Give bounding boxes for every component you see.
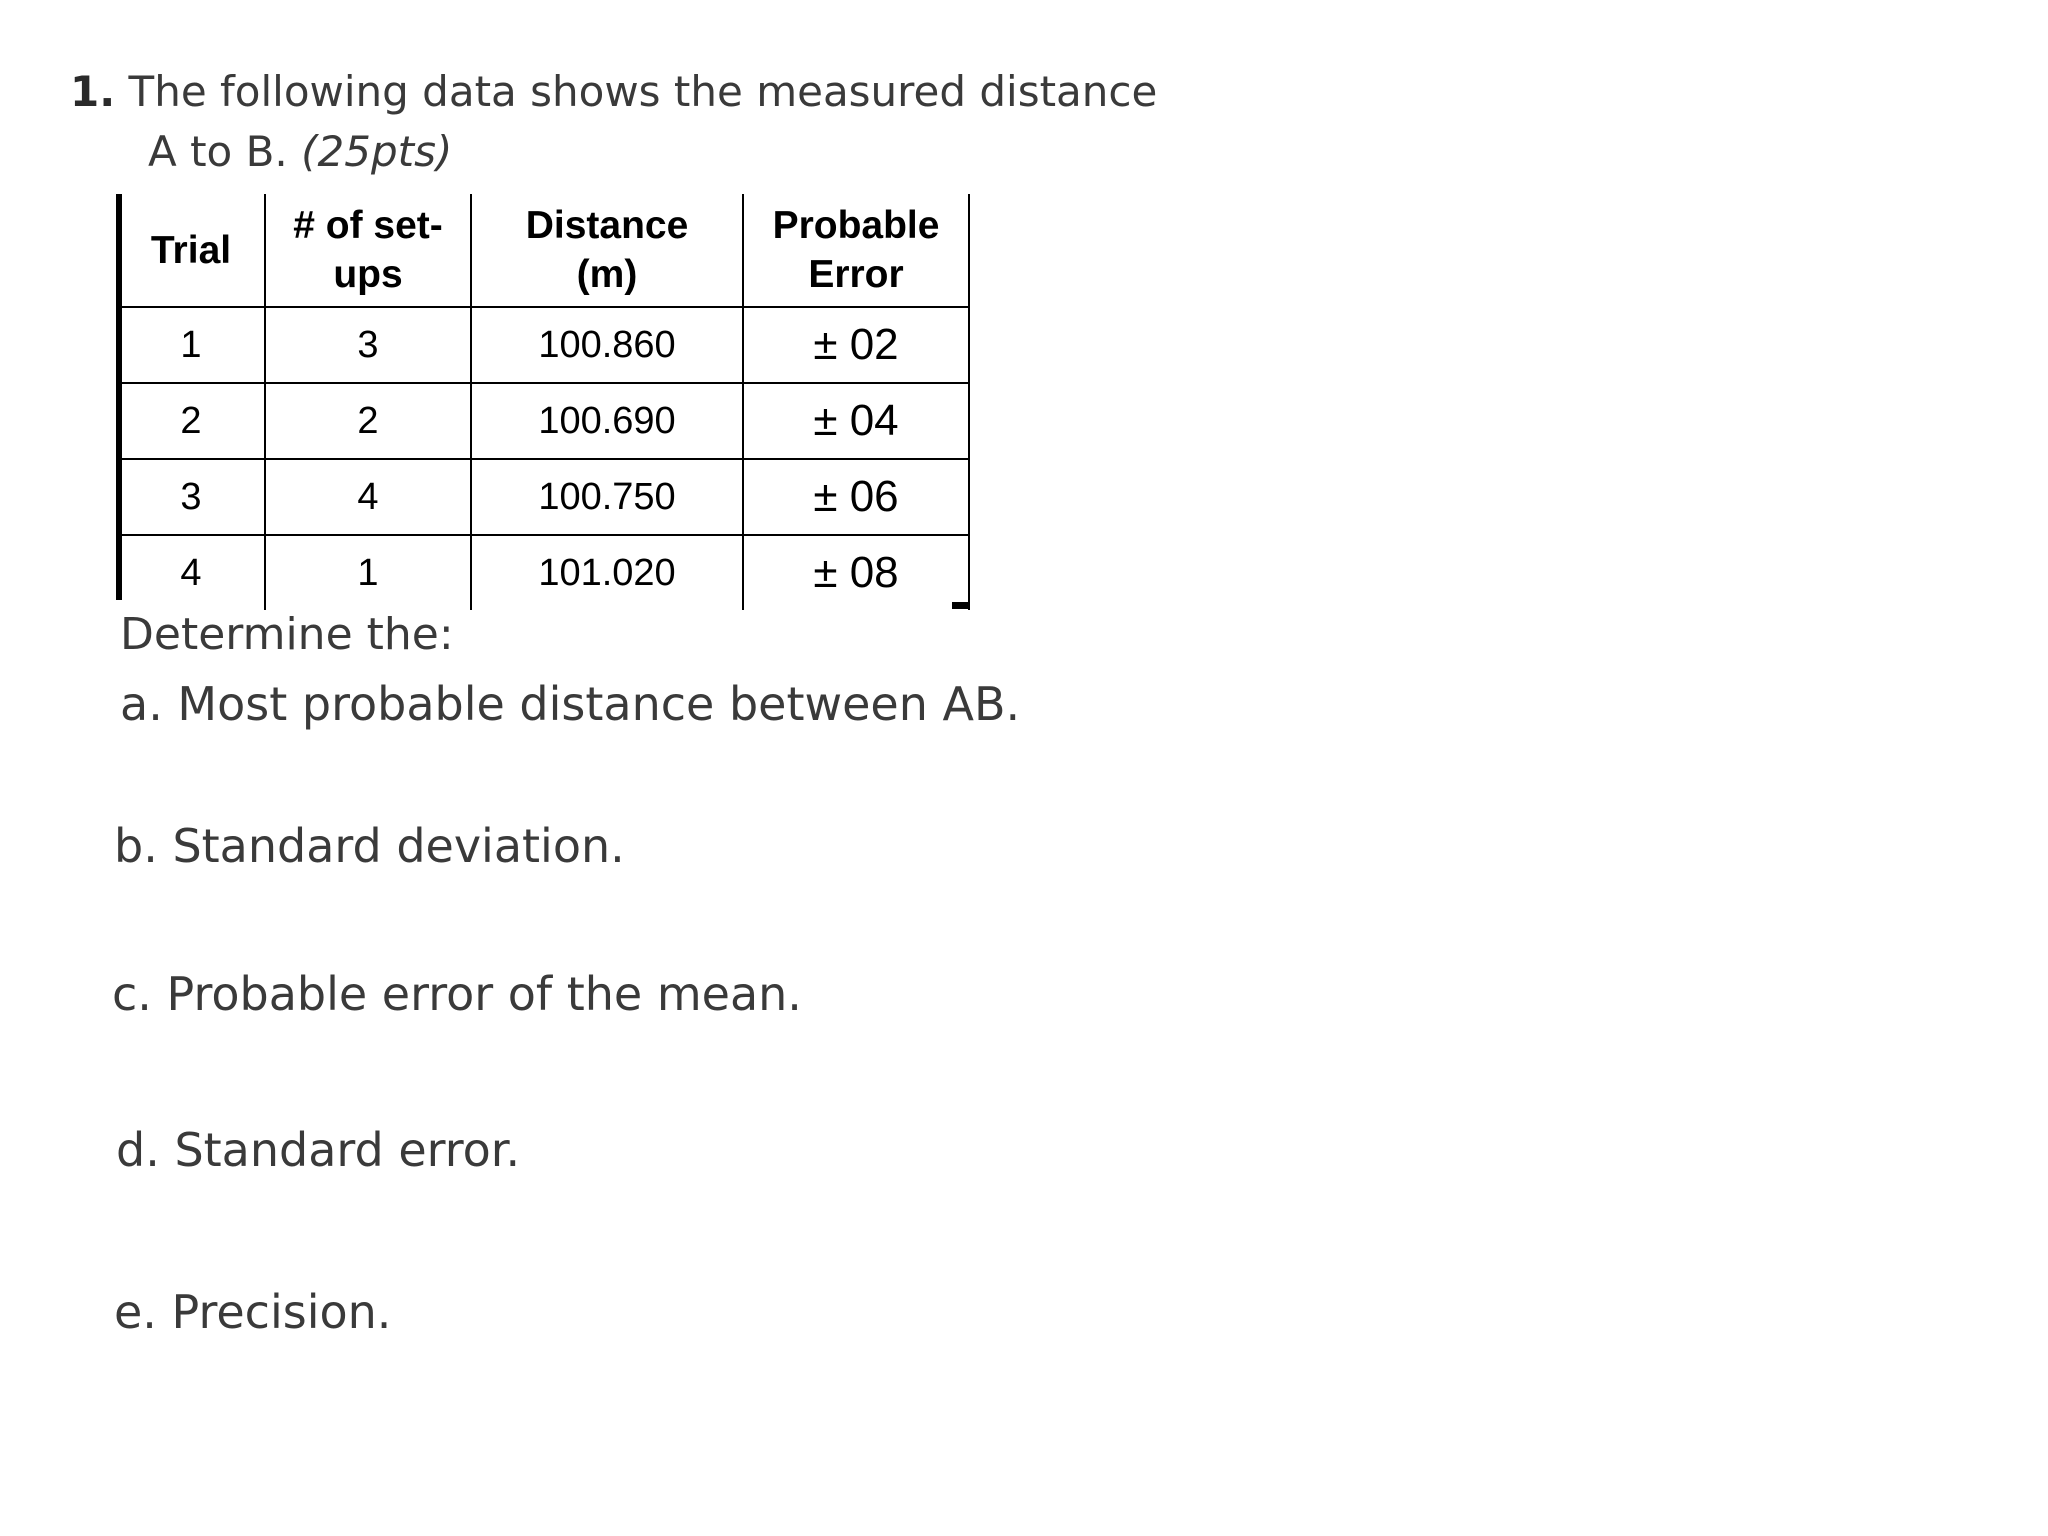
header-setups-line2: ups: [333, 253, 403, 296]
header-trial: [118, 194, 265, 307]
part-b: b. Standard deviation.: [114, 819, 625, 873]
part-e: e. Precision.: [114, 1285, 392, 1339]
cell-distance: 100.860: [471, 307, 743, 383]
table-corner-mark: [952, 602, 970, 609]
question-text-line2: A to B.: [148, 127, 288, 176]
question-heading: [70, 66, 1157, 118]
cell-distance: 100.690: [471, 383, 743, 459]
header-setups: [265, 194, 471, 307]
question-points: (25pts): [301, 127, 453, 176]
question-subheading: [148, 126, 452, 178]
header-pe-line2: Error: [808, 253, 904, 296]
part-c: c. Probable error of the mean.: [112, 967, 802, 1021]
cell-setups: 2: [265, 383, 471, 459]
header-pe-line1: Probable: [772, 204, 940, 247]
table-row: [118, 383, 969, 459]
table-row: [118, 535, 969, 610]
cell-trial: 4: [118, 535, 265, 610]
header-setups-line1: # of set-: [293, 204, 443, 247]
part-d: d. Standard error.: [116, 1123, 521, 1177]
table-row: [118, 307, 969, 383]
question-number: 1.: [70, 67, 116, 116]
cell-setups: 4: [265, 459, 471, 535]
cell-probable-error: ± 02: [743, 307, 969, 383]
header-trial-label: Trial: [150, 228, 232, 272]
data-table-container: [118, 194, 970, 604]
cell-probable-error: ± 04: [743, 383, 969, 459]
table-header-row: [118, 194, 969, 307]
cell-trial: 3: [118, 459, 265, 535]
cell-distance: 100.750: [471, 459, 743, 535]
table-row: [118, 459, 969, 535]
header-distance: [471, 194, 743, 307]
cell-trial: 2: [118, 383, 265, 459]
header-probable-error: [743, 194, 969, 307]
cell-distance: 101.020: [471, 535, 743, 610]
cell-setups: 3: [265, 307, 471, 383]
instructions-intro: Determine the:: [120, 609, 454, 660]
cell-setups: 1: [265, 535, 471, 610]
cell-probable-error: ± 08: [743, 535, 969, 610]
cell-probable-error: ± 06: [743, 459, 969, 535]
question-text-line1: The following data shows the measured distance: [128, 67, 1158, 116]
header-distance-line1: Distance: [525, 204, 689, 247]
cell-trial: 1: [118, 307, 265, 383]
part-a: a. Most probable distance between AB.: [120, 677, 1021, 731]
header-distance-line2: (m): [576, 253, 638, 296]
distance-table: [118, 194, 970, 610]
